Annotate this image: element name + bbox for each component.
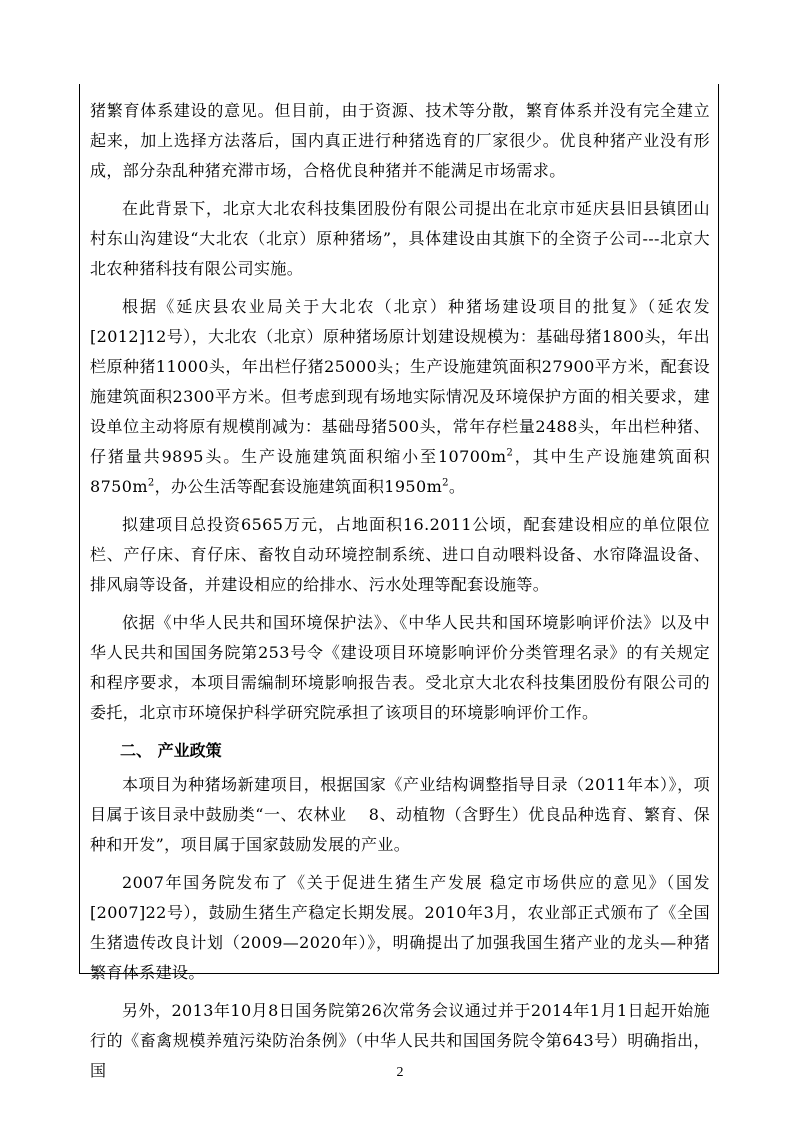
- paragraph-breeding-system: 猪繁育体系建设的意见。但目前，由于资源、技术等分散，繁育体系并没有完全建立起来，加上选择方法落后，国内真正进行种猪选育的厂家很少。优良种猪产业没有形成，部分杂乱种猪充滞市场，合格优良种猪并不能满足市场需求。: [90, 101, 710, 180]
- scale-text-c: ，办公生活等配套设施建筑面积1950m: [154, 477, 443, 496]
- page-number: 2: [396, 1065, 404, 1080]
- superscript-2: 2: [506, 447, 514, 459]
- paragraph-investment: 拟建项目总投资6565万元，占地面积16.2011公顷，配套建设相应的单位限位栏、产仔床、育仔床、畜牧自动环境控制系统、进口自动喂料设备、水帘降温设备、排风扇等设备，并建设相应的给排水、污水处理等配套设施等。: [90, 515, 710, 594]
- scale-text-a: 根据《延庆县农业局关于大北农（北京）种猪场建设项目的批复》（延农发[2012]12号），大北农（北京）原种猪场原计划建设规模为：基础母猪1800头，年出栏原种猪11000头，年出栏仔猪25000头；生产设施建筑面积27900平方米，配套设施建筑面积2300平方米。但考虑到现有场地实际情况及环境保护方面的相关要求，建设单位主动将原有规模削减为：基础母猪500头，常年存栏量2488头，年出栏种猪、仔猪量共9895头。生产设施建筑面积缩小至10700m: [90, 297, 710, 466]
- superscript-2: 2: [147, 477, 155, 489]
- paragraph-scale: [90, 292, 710, 502]
- paragraph-policy-catalog: 本项目为种猪场新建项目，根据国家《产业结构调整指导目录（2011年本）》，项目属于该目录中鼓励类“一、农林业 8、动植物（含野生）优良品种选育、繁育、保种和开发”，项目属于国家鼓励发展的产业。: [90, 775, 710, 854]
- paragraph-state-council-2007: 2007年国务院发布了《关于促进生猪生产发展 稳定市场供应的意见》（国发[2007]22号），鼓励生猪生产稳定长期发展。2010年3月，农业部正式颁布了《全国生猪遗传改良计划（2009—2020年）》，明确提出了加强我国生猪产业的龙头—种猪繁育体系建设。: [90, 873, 710, 982]
- paragraph-legal-basis: 依据《中华人民共和国环境保护法》、《中华人民共和国环境影响评价法》以及中华人民共和国国务院第253号令《建设项目环境影响评价分类管理名录》的有关规定和程序要求，本项目需编制环境影响报告表。受北京大北农科技集团股份有限公司的委托，北京市环境保护科学研究院承担了该项目的环境影响评价工作。: [90, 613, 710, 722]
- content-frame: [79, 84, 719, 1080]
- scale-text-d: 。: [448, 477, 466, 496]
- paragraph-regulation-2013: 另外，2013年10月8日国务院第26次常务会议通过并于2014年1月1日起开始施行的《畜禽规模养殖污染防治条例》（中华人民共和国国务院令第643号）明确指出，国: [90, 1001, 710, 1080]
- section-heading-industry-policy: 二、 产业政策: [120, 741, 222, 760]
- superscript-2: 2: [442, 477, 449, 489]
- scale-text-b: ，其中生产设施建筑面积8750m: [90, 447, 711, 496]
- paragraph-background: 在此背景下，北京大北农科技集团股份有限公司提出在北京市延庆县旧县镇团山村东山沟建设“大北农（北京）原种猪场”，具体建设由其旗下的全资子公司---北京大北农种猪科技有限公司实施。: [90, 199, 710, 278]
